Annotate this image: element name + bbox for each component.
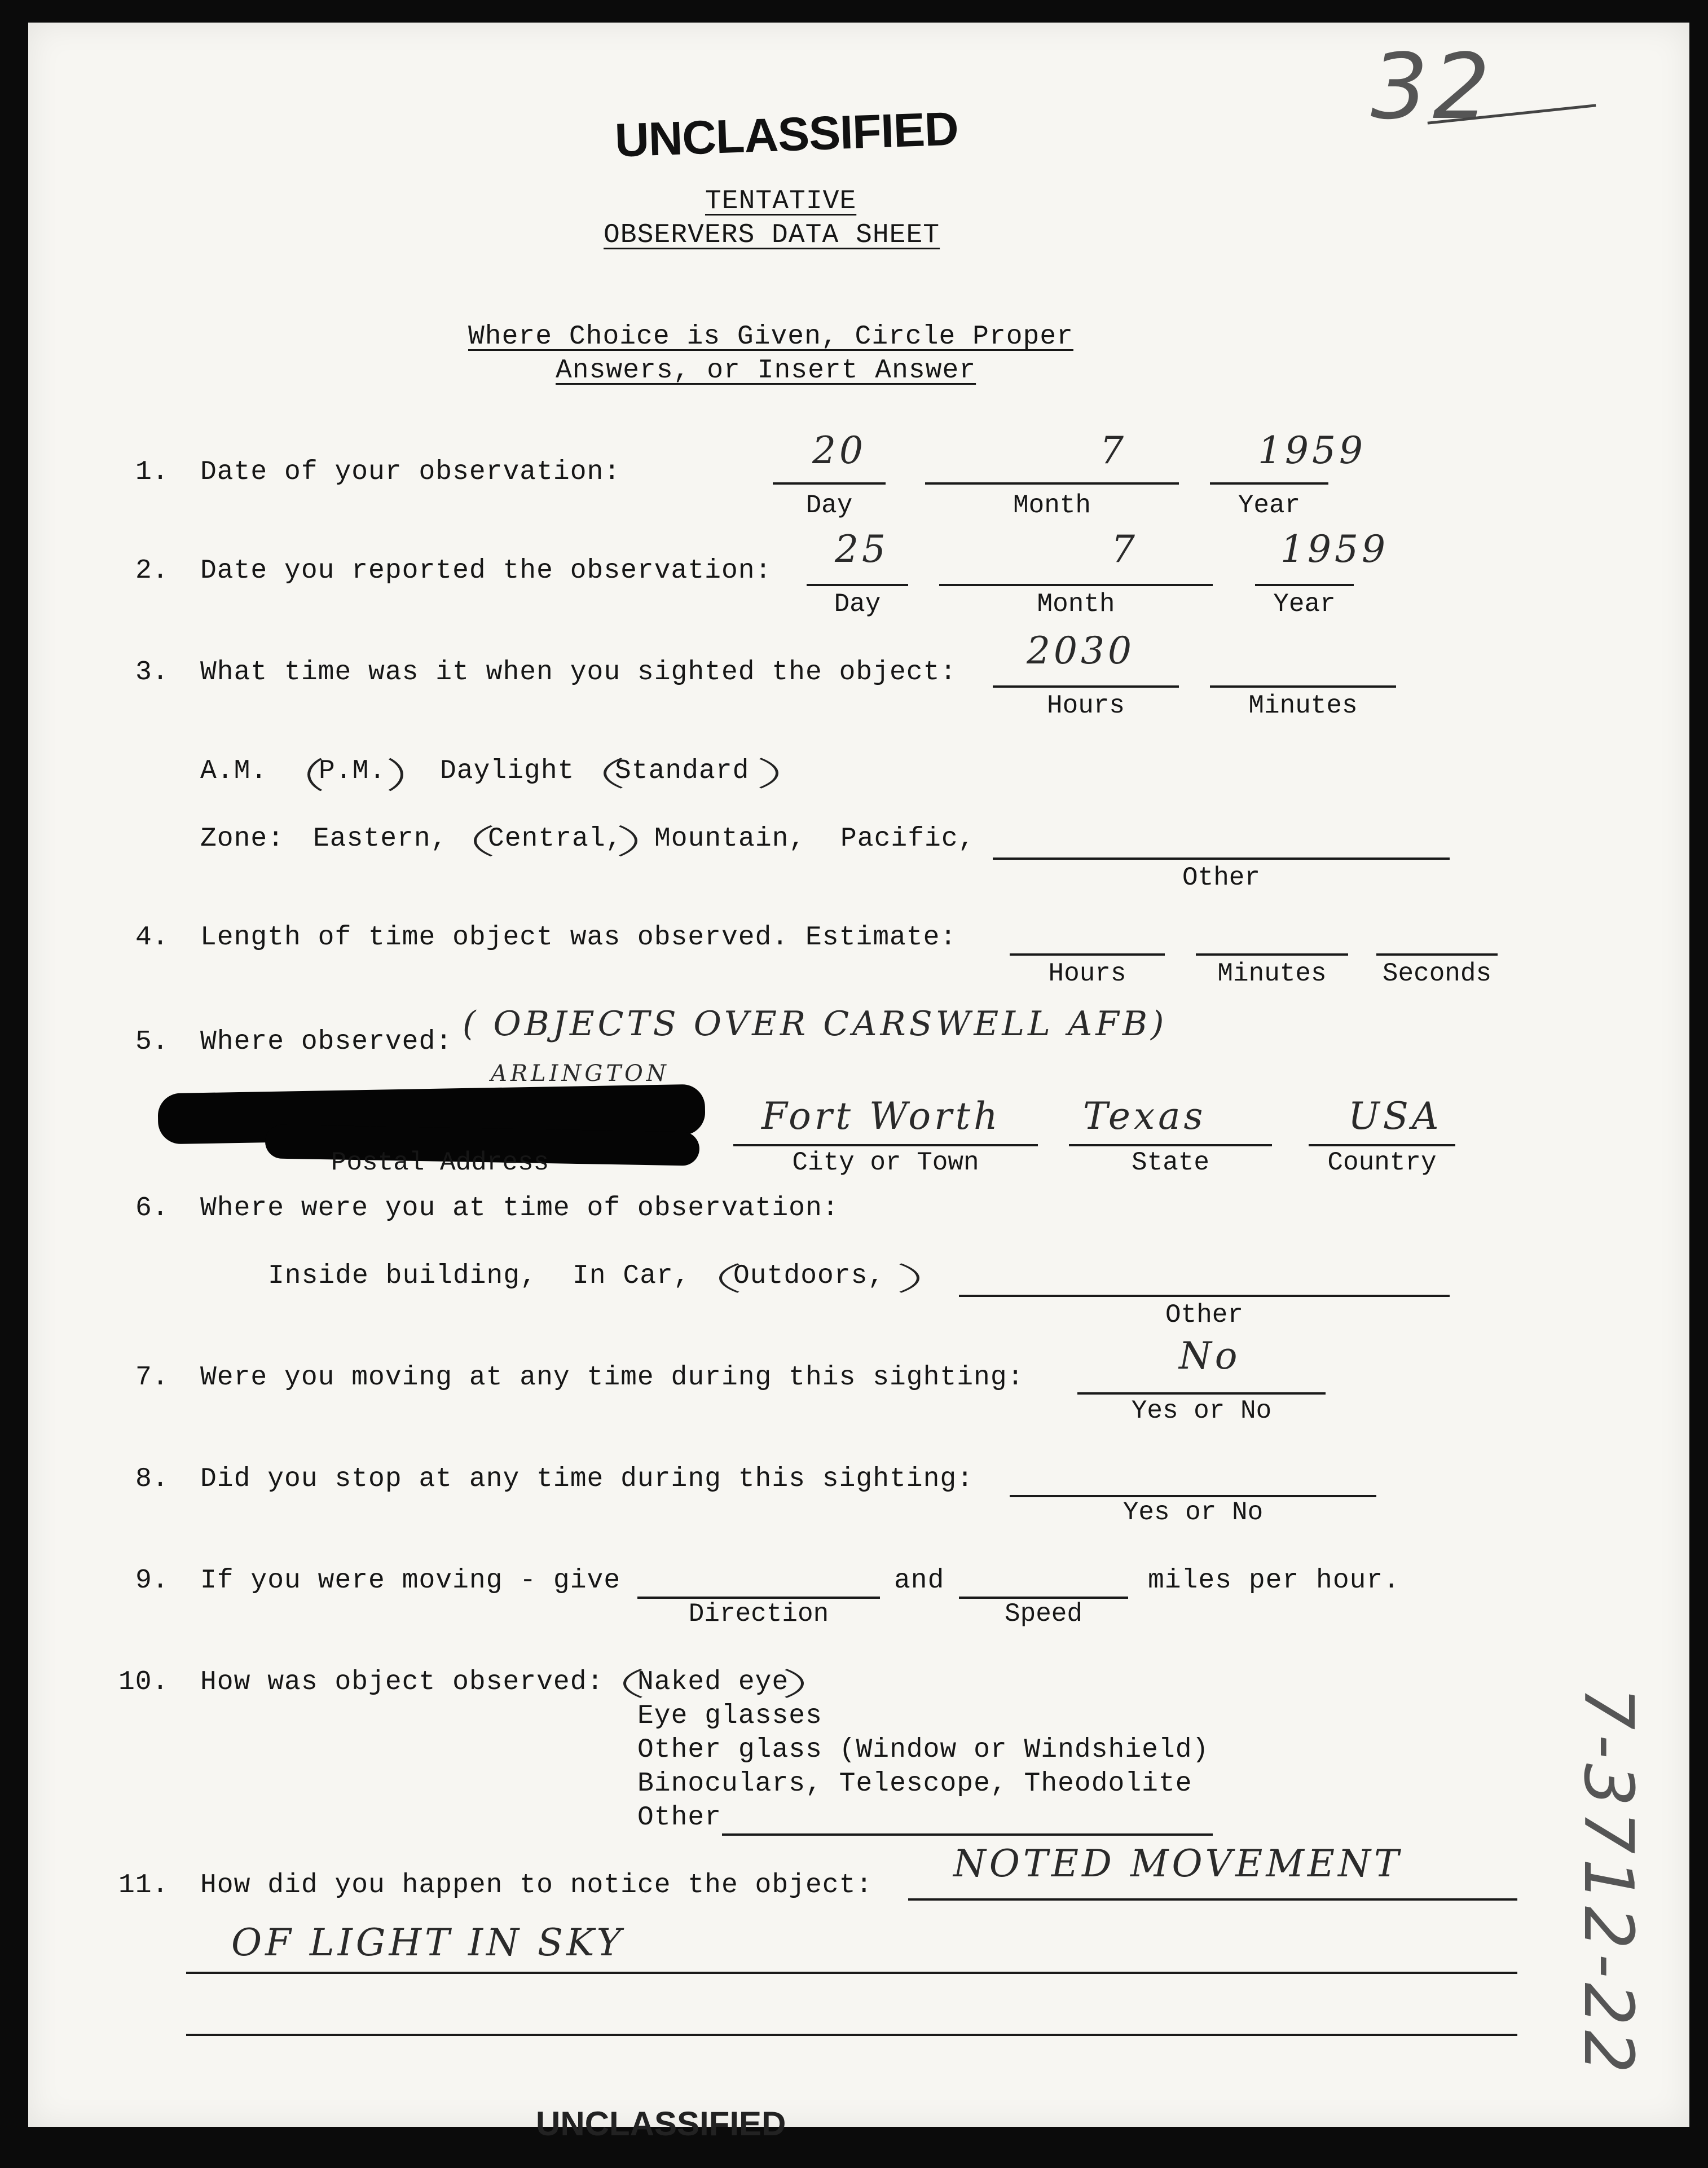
q8-label: Yes or No (1122, 1498, 1264, 1527)
q4-hours-label: Hours (1048, 959, 1126, 988)
q10-option-eye-glasses: Eye glasses (637, 1701, 822, 1731)
q3-question: What time was it when you sighted the object: (200, 657, 957, 688)
q3-other-label: Other (1182, 863, 1261, 892)
q10-option-binoculars: Binoculars, Telescope, Theodolite (637, 1769, 1192, 1799)
q6-number: 6. (135, 1193, 169, 1224)
q10-number: 10. (118, 1667, 169, 1698)
q2-year-label: Year (1273, 590, 1336, 619)
q3-zone-pacific: Pacific, (840, 824, 975, 854)
q9-direction-line (637, 1597, 880, 1599)
q3-minutes-label: Minutes (1248, 691, 1358, 720)
q8-line (1010, 1495, 1376, 1497)
q1-day-label: Day (805, 491, 853, 520)
instructions-line-1: Where Choice is Given, Circle Proper (468, 322, 1073, 352)
q1-question: Date of your observation: (200, 457, 621, 487)
q6-option-outdoors: Outdoors, (733, 1261, 885, 1291)
q3-number: 3. (135, 657, 169, 688)
q5-country-line (1309, 1144, 1455, 1146)
q1-day-line (773, 482, 886, 485)
q3-hours-answer: 2030 (1027, 629, 1135, 672)
q9-mph: miles per hour. (1148, 1565, 1401, 1596)
q5-redacted-note: ARLINGTON (491, 1061, 670, 1087)
q1-year-label: Year (1238, 491, 1301, 520)
q10-other-line (722, 1833, 1213, 1836)
q7-number: 7. (135, 1362, 169, 1393)
q2-day-label: Day (834, 590, 881, 619)
q3-minutes-line (1210, 685, 1396, 688)
q3-hours-line (993, 685, 1179, 688)
q2-day-line (807, 584, 908, 586)
q5-country-answer: USA (1348, 1094, 1442, 1138)
q10-option-other: Other (637, 1802, 722, 1833)
q7-label: Yes or No (1131, 1396, 1272, 1426)
q11-line-2 (186, 1972, 1517, 1974)
q3-hours-label: Hours (1046, 691, 1125, 720)
q3-zone-label: Zone: (200, 824, 285, 854)
q5-city-answer: Fort Worth (761, 1094, 1001, 1138)
q2-month-label: Month (1037, 590, 1115, 619)
q11-question: How did you happen to notice the object: (200, 1870, 873, 1901)
q6-other-label: Other (1165, 1300, 1244, 1330)
q1-day-answer: 20 (812, 429, 866, 472)
q3-other-line (993, 857, 1450, 860)
q4-seconds-label: Seconds (1382, 959, 1492, 988)
q9-question: If you were moving - give (200, 1565, 621, 1596)
q7-line (1077, 1392, 1326, 1395)
q5-city-label: City or Town (792, 1148, 979, 1177)
q5-state-answer: Texas (1083, 1094, 1207, 1138)
q9-direction-label: Direction (688, 1599, 829, 1629)
q2-day-answer: 25 (835, 527, 889, 571)
q4-minutes-label: Minutes (1217, 959, 1327, 988)
q2-question: Date you reported the observation: (200, 556, 772, 586)
q9-speed-label: Speed (1004, 1599, 1083, 1629)
q9-speed-line (959, 1597, 1128, 1599)
q4-number: 4. (135, 922, 169, 953)
q3-am: A.M. (200, 756, 268, 786)
q1-month-line (925, 482, 1179, 485)
instructions-line-2: Answers, or Insert Answer (556, 355, 976, 386)
q2-year-line (1255, 584, 1354, 586)
q5-state-line (1069, 1144, 1272, 1146)
q1-number: 1. (135, 457, 169, 487)
q11-line-3 (186, 2034, 1517, 2036)
page-number: 32 (1371, 34, 1495, 139)
q5-postal-label: Postal Address (331, 1148, 549, 1177)
q2-year-answer: 1959 (1280, 527, 1389, 571)
q8-question: Did you stop at any time during this sighting: (200, 1464, 974, 1494)
q2-month-answer: 7 (1111, 527, 1138, 571)
q6-other-line (959, 1295, 1450, 1297)
q1-month-answer: 7 (1100, 429, 1127, 472)
form-subtitle: OBSERVERS DATA SHEET (604, 220, 940, 250)
q3-zone-mountain: Mountain, (654, 824, 806, 854)
q9-number: 9. (135, 1565, 169, 1596)
q6-option-inside: Inside building, (268, 1261, 537, 1291)
q5-question: Where observed: (200, 1027, 453, 1057)
q11-line-1 (908, 1898, 1517, 1901)
q3-standard: Standard (615, 756, 750, 786)
q4-question: Length of time object was observed. Estimate: (200, 922, 957, 953)
q1-month-label: Month (1013, 491, 1091, 520)
q3-zone-eastern: Eastern, (313, 824, 448, 854)
q5-number: 5. (135, 1027, 169, 1057)
q1-year-answer: 1959 (1258, 429, 1366, 472)
q5-country-label: Country (1327, 1148, 1437, 1177)
q1-year-line (1210, 482, 1328, 485)
q3-daylight: Daylight (440, 756, 575, 786)
q2-month-line (939, 584, 1213, 586)
q5-city-line (733, 1144, 1038, 1146)
q6-question: Where were you at time of observation: (200, 1193, 839, 1224)
classification-stamp: UNCLASSIFIED (614, 102, 959, 167)
q5-location-answer: ( OBJECTS OVER CARSWELL AFB) (463, 1004, 1168, 1044)
form-title: TENTATIVE (705, 186, 857, 217)
q8-number: 8. (135, 1464, 169, 1494)
q10-question: How was object observed: (200, 1667, 604, 1698)
q11-number: 11. (118, 1870, 169, 1901)
q7-answer: No (1179, 1334, 1241, 1378)
document-sheet (28, 23, 1689, 2143)
q4-seconds-line (1376, 953, 1498, 956)
q4-minutes-line (1196, 953, 1348, 956)
q3-zone-central: Central, (488, 824, 623, 854)
q3-pm: P.M. (319, 756, 386, 786)
q6-option-car: In Car, (573, 1261, 690, 1291)
q10-option-other-glass: Other glass (Window or Windshield) (637, 1735, 1209, 1765)
q5-state-label: State (1131, 1148, 1210, 1177)
side-reference-number: 7-3712-22 (1569, 1687, 1647, 2078)
q10-option-naked-eye: Naked eye (637, 1667, 789, 1698)
q11-answer-line-2: OF LIGHT IN SKY (231, 1921, 625, 1964)
q9-and: and (894, 1565, 945, 1596)
bottom-classification-stamp: UNCLASSIFIED (536, 2105, 786, 2143)
q4-hours-line (1010, 953, 1165, 956)
q2-number: 2. (135, 556, 169, 586)
q7-question: Were you moving at any time during this sighting: (200, 1362, 1024, 1393)
q11-answer-line-1: NOTED MOVEMENT (953, 1842, 1402, 1885)
